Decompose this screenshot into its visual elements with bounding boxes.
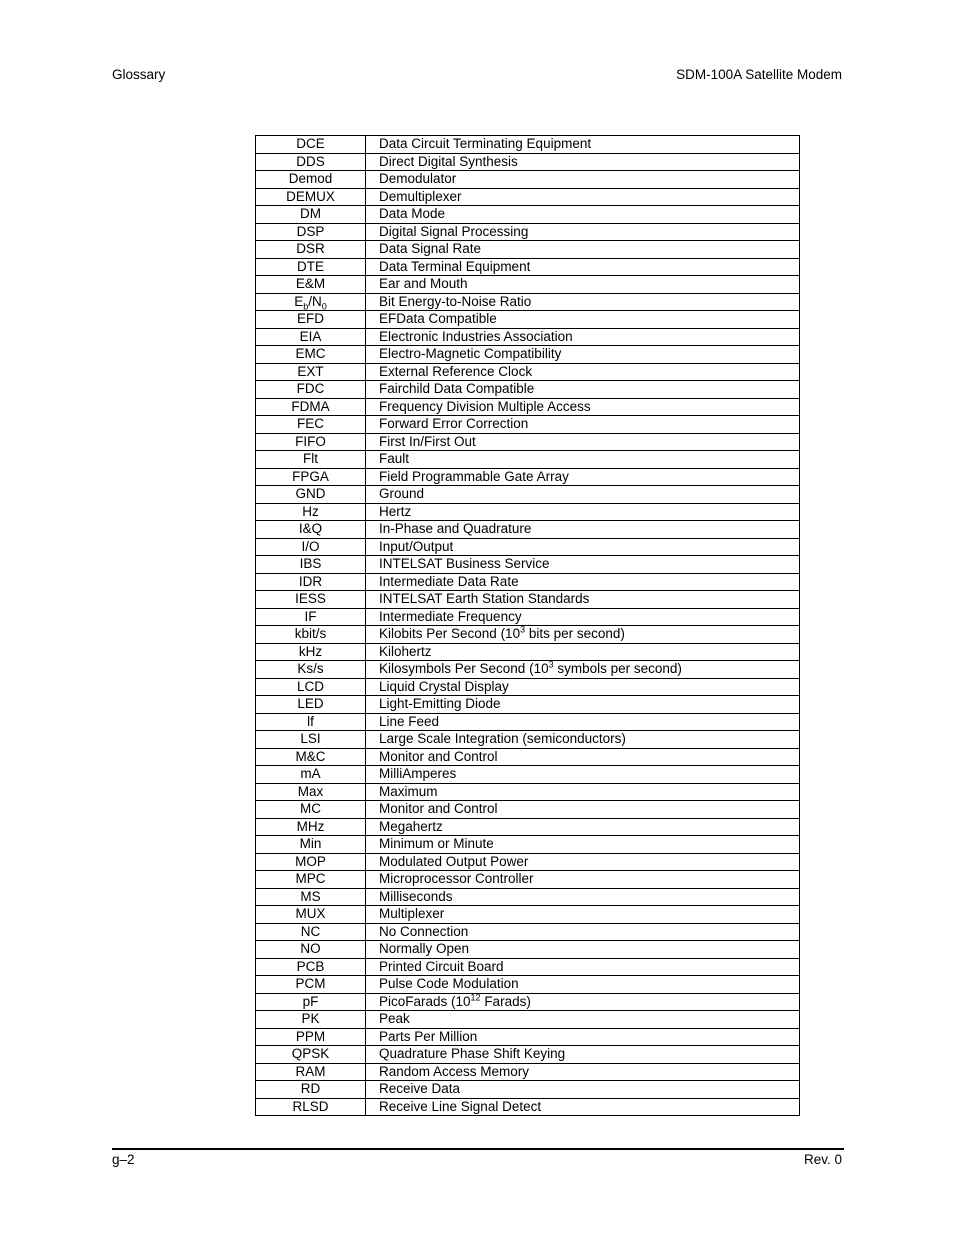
- table-row: [256, 853, 800, 871]
- abbreviation-cell: [256, 416, 366, 434]
- definition-text: Printed Circuit Board: [379, 958, 504, 974]
- table-row: [256, 136, 800, 154]
- abbreviation-text: PK: [301, 1011, 320, 1027]
- definition-text: No Connection: [379, 923, 469, 939]
- definition-cell: [366, 1046, 800, 1064]
- abbreviation-cell: [256, 801, 366, 819]
- definition-part: Farads): [480, 993, 531, 1009]
- abbreviation-part: b: [303, 301, 309, 311]
- abbreviation-cell: [256, 188, 366, 206]
- table-row: [256, 626, 800, 644]
- abbreviation-text: RAM: [295, 1063, 326, 1079]
- definition-text: PicoFarads (10: [379, 993, 471, 1009]
- table-row: [256, 521, 800, 539]
- abbreviation-cell: [256, 1081, 366, 1099]
- abbreviation-text: I&Q: [298, 521, 323, 537]
- abbreviation-cell: [256, 276, 366, 294]
- abbreviation-cell: [256, 451, 366, 469]
- abbreviation-text: MHz: [296, 818, 325, 834]
- definition-cell: [366, 591, 800, 609]
- abbreviation-cell: [256, 363, 366, 381]
- table-row: [256, 241, 800, 259]
- abbreviation-text: FDC: [296, 381, 325, 397]
- definition-text: Microprocessor Controller: [379, 871, 534, 887]
- abbreviation-text: MPC: [295, 871, 326, 887]
- abbreviation-cell: [256, 136, 366, 154]
- definition-cell: [366, 1063, 800, 1081]
- abbreviation-cell: [256, 678, 366, 696]
- definition-text: INTELSAT Business Service: [379, 556, 550, 572]
- table-row: [256, 1098, 800, 1116]
- definition-cell: [366, 293, 800, 311]
- definition-cell: [366, 538, 800, 556]
- definition-cell: [366, 556, 800, 574]
- abbreviation-cell: [256, 958, 366, 976]
- definition-cell: [366, 1081, 800, 1099]
- abbreviation-cell: [256, 731, 366, 749]
- definition-text: Pulse Code Modulation: [379, 976, 519, 992]
- abbreviation-text: FIFO: [295, 433, 326, 449]
- abbreviation-text: FPGA: [292, 468, 329, 484]
- abbreviation-cell: [256, 906, 366, 924]
- definition-text: Receive Line Signal Detect: [379, 1098, 542, 1114]
- abbreviation-cell: [256, 853, 366, 871]
- abbreviation-text: MOP: [295, 853, 326, 869]
- definition-text: Random Access Memory: [379, 1063, 530, 1079]
- abbreviation-text: Min: [299, 836, 322, 852]
- definition-text: Receive Data: [379, 1081, 461, 1097]
- table-row: [256, 573, 800, 591]
- abbreviation-text: E&M: [295, 276, 326, 292]
- definition-text: Digital Signal Processing: [379, 223, 529, 239]
- abbreviation-cell: [256, 818, 366, 836]
- definition-part: bits per second): [525, 626, 625, 642]
- definition-cell: [366, 503, 800, 521]
- abbreviation-cell: [256, 608, 366, 626]
- abbreviation-text: DSP: [296, 223, 325, 239]
- abbreviation-cell: [256, 748, 366, 766]
- abbreviation-cell: [256, 258, 366, 276]
- definition-text: External Reference Clock: [379, 363, 533, 379]
- abbreviation-text: DDS: [296, 153, 325, 169]
- table-row: [256, 976, 800, 994]
- table-row: [256, 906, 800, 924]
- header-section-title: Glossary: [112, 67, 166, 82]
- abbreviation-cell: [256, 783, 366, 801]
- definition-cell: [366, 923, 800, 941]
- definition-text: Peak: [379, 1011, 410, 1027]
- definition-text: Large Scale Integration (semiconductors): [379, 731, 626, 747]
- definition-cell: [366, 521, 800, 539]
- abbreviation-cell: [256, 398, 366, 416]
- definition-cell: [366, 801, 800, 819]
- definition-cell: [366, 836, 800, 854]
- table-row: [256, 328, 800, 346]
- abbreviation-cell: [256, 433, 366, 451]
- definition-text: Hertz: [379, 503, 412, 519]
- definition-cell: [366, 941, 800, 959]
- abbreviation-text: Max: [297, 783, 324, 799]
- abbreviation-text: IBS: [299, 556, 322, 572]
- definition-cell: [366, 311, 800, 329]
- definition-text: Multiplexer: [379, 906, 445, 922]
- definition-text: Direct Digital Synthesis: [379, 153, 518, 169]
- abbreviation-text: PCM: [295, 976, 326, 992]
- table-row: [256, 311, 800, 329]
- footer-revision: Rev. 0: [803, 1152, 842, 1167]
- abbreviation-cell: [256, 1046, 366, 1064]
- table-row: [256, 1081, 800, 1099]
- abbreviation-text: Hz: [302, 503, 319, 519]
- abbreviation-cell: [256, 153, 366, 171]
- definition-cell: [366, 976, 800, 994]
- definition-text: Parts Per Million: [379, 1028, 478, 1044]
- definition-cell: [366, 713, 800, 731]
- table-row: [256, 748, 800, 766]
- definition-cell: [366, 223, 800, 241]
- abbreviation-text: FDMA: [291, 398, 330, 414]
- definition-cell: [366, 731, 800, 749]
- abbreviation-text: E: [294, 293, 304, 309]
- abbreviation-cell: [256, 941, 366, 959]
- abbreviation-cell: [256, 871, 366, 889]
- table-row: [256, 801, 800, 819]
- table-row: [256, 538, 800, 556]
- abbreviation-text: EXT: [297, 363, 324, 379]
- abbreviation-text: EMC: [295, 346, 326, 362]
- glossary-table-body: [256, 136, 800, 1116]
- table-row: [256, 661, 800, 679]
- definition-cell: [366, 661, 800, 679]
- definition-text: Ground: [379, 486, 425, 502]
- table-row: [256, 766, 800, 784]
- abbreviation-text: PPM: [295, 1028, 326, 1044]
- table-row: [256, 206, 800, 224]
- abbreviation-cell: [256, 626, 366, 644]
- table-row: [256, 731, 800, 749]
- table-row: [256, 171, 800, 189]
- definition-text: Line Feed: [379, 713, 440, 729]
- definition-text: Intermediate Frequency: [379, 608, 522, 624]
- table-row: [256, 696, 800, 714]
- table-row: [256, 556, 800, 574]
- abbreviation-cell: [256, 1098, 366, 1116]
- abbreviation-part: /N: [308, 293, 322, 309]
- table-row: [256, 1011, 800, 1029]
- abbreviation-text: kbit/s: [294, 626, 327, 642]
- abbreviation-cell: [256, 556, 366, 574]
- definition-text: Fairchild Data Compatible: [379, 381, 535, 397]
- table-row: [256, 836, 800, 854]
- abbreviation-cell: [256, 888, 366, 906]
- table-row: [256, 958, 800, 976]
- table-row: [256, 398, 800, 416]
- table-row: [256, 818, 800, 836]
- abbreviation-text: IF: [304, 608, 317, 624]
- definition-cell: [366, 643, 800, 661]
- definition-cell: [366, 468, 800, 486]
- definition-part: 3: [548, 660, 554, 670]
- table-row: [256, 276, 800, 294]
- definition-cell: [366, 398, 800, 416]
- definition-text: Data Mode: [379, 206, 446, 222]
- abbreviation-text: FEC: [297, 416, 324, 432]
- table-row: [256, 381, 800, 399]
- definition-cell: [366, 241, 800, 259]
- table-row: [256, 923, 800, 941]
- abbreviation-text: I/O: [301, 538, 320, 554]
- definition-text: Demultiplexer: [379, 188, 462, 204]
- definition-text: Maximum: [379, 783, 438, 799]
- abbreviation-text: IDR: [298, 573, 323, 589]
- definition-cell: [366, 1098, 800, 1116]
- table-row: [256, 993, 800, 1011]
- definition-cell: [366, 853, 800, 871]
- definition-text: Electronic Industries Association: [379, 328, 573, 344]
- abbreviation-cell: [256, 328, 366, 346]
- abbreviation-text: pF: [302, 993, 319, 1009]
- table-row: [256, 153, 800, 171]
- table-row: [256, 346, 800, 364]
- table-row: [256, 1046, 800, 1064]
- table-row: [256, 941, 800, 959]
- definition-text: Monitor and Control: [379, 801, 498, 817]
- definition-part: 3: [520, 625, 526, 635]
- abbreviation-part: 0: [321, 301, 327, 311]
- definition-cell: [366, 783, 800, 801]
- table-row: [256, 188, 800, 206]
- table-row: [256, 1028, 800, 1046]
- definition-cell: [366, 1028, 800, 1046]
- table-row: [256, 293, 800, 311]
- definition-cell: [366, 188, 800, 206]
- abbreviation-cell: [256, 241, 366, 259]
- definition-text: Fault: [379, 451, 410, 467]
- abbreviation-text: GND: [295, 486, 326, 502]
- abbreviation-text: EIA: [299, 328, 322, 344]
- definition-text: Liquid Crystal Display: [379, 678, 509, 694]
- abbreviation-text: Ks/s: [297, 661, 324, 677]
- definition-text: Milliseconds: [379, 888, 453, 904]
- definition-cell: [366, 906, 800, 924]
- abbreviation-cell: [256, 503, 366, 521]
- definition-text: Modulated Output Power: [379, 853, 529, 869]
- definition-cell: [366, 888, 800, 906]
- definition-cell: [366, 678, 800, 696]
- definition-cell: [366, 1011, 800, 1029]
- abbreviation-text: MC: [300, 801, 321, 817]
- abbreviation-cell: [256, 766, 366, 784]
- definition-text: In-Phase and Quadrature: [379, 521, 532, 537]
- abbreviation-cell: [256, 643, 366, 661]
- definition-cell: [366, 748, 800, 766]
- abbreviation-text: LED: [297, 696, 324, 712]
- definition-cell: [366, 136, 800, 154]
- abbreviation-text: LSI: [300, 731, 321, 747]
- abbreviation-cell: [256, 171, 366, 189]
- abbreviation-text: RD: [300, 1081, 321, 1097]
- definition-cell: [366, 363, 800, 381]
- table-row: [256, 486, 800, 504]
- table-row: [256, 678, 800, 696]
- definition-text: Data Terminal Equipment: [379, 258, 531, 274]
- abbreviation-text: MUX: [295, 906, 326, 922]
- abbreviation-text: DEMUX: [286, 188, 335, 204]
- definition-text: Light-Emitting Diode: [379, 696, 501, 712]
- definition-cell: [366, 433, 800, 451]
- definition-text: Data Circuit Terminating Equipment: [379, 136, 592, 152]
- definition-text: Demodulator: [379, 171, 457, 187]
- table-row: [256, 1063, 800, 1081]
- abbreviation-text: DM: [300, 206, 321, 222]
- abbreviation-text: DCE: [296, 136, 325, 152]
- definition-text: Field Programmable Gate Array: [379, 468, 569, 484]
- abbreviation-cell: [256, 206, 366, 224]
- table-row: [256, 468, 800, 486]
- definition-cell: [366, 328, 800, 346]
- table-row: [256, 363, 800, 381]
- abbreviation-cell: [256, 573, 366, 591]
- definition-text: Normally Open: [379, 941, 470, 957]
- definition-text: Quadrature Phase Shift Keying: [379, 1046, 566, 1062]
- definition-text: Minimum or Minute: [379, 836, 494, 852]
- definition-text: Input/Output: [379, 538, 454, 554]
- definition-text: Kilohertz: [379, 643, 432, 659]
- abbreviation-cell: [256, 381, 366, 399]
- definition-text: Bit Energy-to-Noise Ratio: [379, 293, 532, 309]
- abbreviation-text: LCD: [296, 678, 324, 694]
- definition-cell: [366, 258, 800, 276]
- definition-text: Kilosymbols Per Second (10: [379, 661, 549, 677]
- definition-cell: [366, 171, 800, 189]
- header-product-name: SDM-100A Satellite Modem: [676, 67, 842, 82]
- definition-text: First In/First Out: [379, 433, 476, 449]
- abbreviation-text: Flt: [303, 451, 318, 467]
- abbreviation-cell: [256, 223, 366, 241]
- table-row: [256, 416, 800, 434]
- abbreviation-cell: [256, 521, 366, 539]
- definition-cell: [366, 958, 800, 976]
- definition-cell: [366, 573, 800, 591]
- glossary-table: [255, 135, 800, 1116]
- abbreviation-cell: [256, 486, 366, 504]
- abbreviation-text: NC: [300, 923, 321, 939]
- abbreviation-cell: [256, 696, 366, 714]
- definition-text: Intermediate Data Rate: [379, 573, 519, 589]
- definition-text: MilliAmperes: [379, 766, 457, 782]
- table-row: [256, 591, 800, 609]
- table-row: [256, 223, 800, 241]
- abbreviation-cell: [256, 468, 366, 486]
- definition-text: EFData Compatible: [379, 311, 497, 327]
- table-row: [256, 783, 800, 801]
- abbreviation-cell: [256, 293, 366, 311]
- definition-cell: [366, 416, 800, 434]
- definition-cell: [366, 993, 800, 1011]
- table-row: [256, 713, 800, 731]
- definition-cell: [366, 608, 800, 626]
- table-row: [256, 888, 800, 906]
- definition-cell: [366, 206, 800, 224]
- abbreviation-cell: [256, 836, 366, 854]
- definition-text: Kilobits Per Second (10: [379, 626, 521, 642]
- definition-text: INTELSAT Earth Station Standards: [379, 591, 590, 607]
- abbreviation-text: RLSD: [292, 1098, 329, 1114]
- abbreviation-text: M&C: [295, 748, 326, 764]
- definition-cell: [366, 486, 800, 504]
- abbreviation-text: IESS: [295, 591, 326, 607]
- abbreviation-text: NO: [300, 941, 321, 957]
- footer-page-number: g–2: [112, 1152, 135, 1167]
- definition-cell: [366, 451, 800, 469]
- abbreviation-cell: [256, 713, 366, 731]
- table-row: [256, 643, 800, 661]
- footer-divider: [112, 1148, 844, 1150]
- abbreviation-cell: [256, 538, 366, 556]
- definition-text: Megahertz: [379, 818, 443, 834]
- definition-cell: [366, 696, 800, 714]
- abbreviation-cell: [256, 1063, 366, 1081]
- definition-cell: [366, 766, 800, 784]
- definition-text: Forward Error Correction: [379, 416, 529, 432]
- abbreviation-text: PCB: [296, 958, 325, 974]
- abbreviation-text: lf: [307, 713, 314, 729]
- table-row: [256, 451, 800, 469]
- table-row: [256, 608, 800, 626]
- definition-cell: [366, 276, 800, 294]
- definition-cell: [366, 381, 800, 399]
- abbreviation-text: DSR: [296, 241, 325, 257]
- abbreviation-text: mA: [300, 766, 321, 782]
- abbreviation-cell: [256, 1011, 366, 1029]
- abbreviation-text: Demod: [288, 171, 333, 187]
- abbreviation-text: MS: [300, 888, 321, 904]
- definition-part: symbols per second): [553, 661, 682, 677]
- abbreviation-cell: [256, 311, 366, 329]
- definition-cell: [366, 346, 800, 364]
- abbreviation-text: DTE: [297, 258, 324, 274]
- abbreviation-text: kHz: [298, 643, 323, 659]
- table-row: [256, 258, 800, 276]
- definition-text: Electro-Magnetic Compatibility: [379, 346, 562, 362]
- definition-text: Data Signal Rate: [379, 241, 482, 257]
- definition-text: Ear and Mouth: [379, 276, 468, 292]
- abbreviation-cell: [256, 1028, 366, 1046]
- abbreviation-text: QPSK: [291, 1046, 330, 1062]
- definition-part: 12: [470, 993, 481, 1003]
- definition-cell: [366, 871, 800, 889]
- abbreviation-cell: [256, 661, 366, 679]
- abbreviation-cell: [256, 591, 366, 609]
- abbreviation-cell: [256, 346, 366, 364]
- definition-text: Frequency Division Multiple Access: [379, 398, 591, 414]
- abbreviation-cell: [256, 976, 366, 994]
- table-row: [256, 871, 800, 889]
- definition-text: Monitor and Control: [379, 748, 498, 764]
- definition-cell: [366, 153, 800, 171]
- table-row: [256, 503, 800, 521]
- table-row: [256, 433, 800, 451]
- abbreviation-text: EFD: [297, 311, 324, 327]
- abbreviation-cell: [256, 993, 366, 1011]
- definition-cell: [366, 626, 800, 644]
- abbreviation-cell: [256, 923, 366, 941]
- definition-cell: [366, 818, 800, 836]
